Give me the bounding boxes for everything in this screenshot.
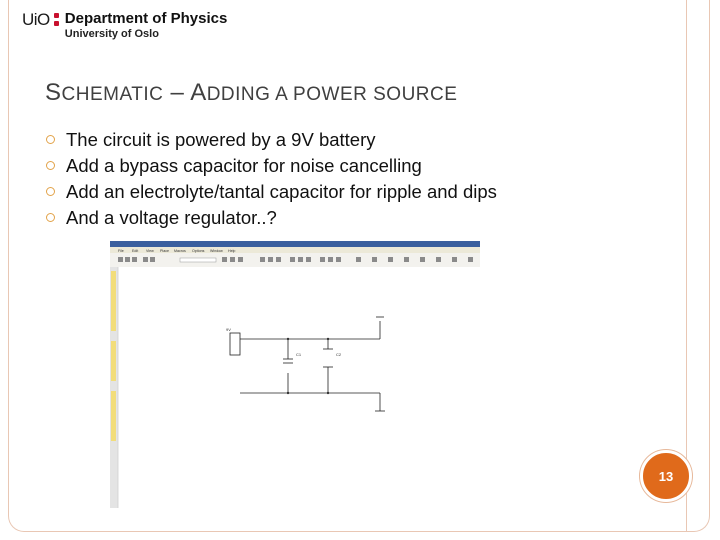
page-number-badge xyxy=(640,450,692,502)
page-number: 13 xyxy=(658,468,674,484)
bullet-item xyxy=(46,127,497,153)
logo-dots-icon xyxy=(54,13,60,26)
title-rest-2: DDING A POWER SOURCE xyxy=(206,84,458,105)
menu-item-view[interactable]: View xyxy=(146,249,154,253)
left-tab-2[interactable] xyxy=(111,341,116,381)
bullet-text: And a voltage regulator..? xyxy=(66,207,277,228)
bullet-text: Add an electrolyte/tantal capacitor for ripple and dips xyxy=(66,181,497,202)
bullet-circle-icon xyxy=(46,161,55,170)
schematic-junctions xyxy=(287,338,329,394)
bullet-item xyxy=(46,205,497,231)
title-cap-2: A xyxy=(190,79,207,106)
bullet-text: The circuit is powered by a 9V battery xyxy=(66,129,376,150)
department-name: Department of Physics xyxy=(64,10,228,27)
battery-symbol xyxy=(230,333,240,355)
schematic-screenshot xyxy=(110,241,480,508)
title-rest-1: CHEMATIC xyxy=(61,84,164,105)
menu-item-options[interactable]: Options xyxy=(192,249,205,253)
bullet-item xyxy=(46,153,497,179)
label-battery: 9V xyxy=(226,327,231,332)
label-c2: C2 xyxy=(336,352,342,357)
left-tab-1[interactable] xyxy=(111,271,116,331)
menu-item-help[interactable]: Help xyxy=(228,249,236,253)
menu-item-file[interactable]: File xyxy=(118,249,124,253)
menu-item-edit[interactable]: Edit xyxy=(132,249,139,253)
schematic-wires xyxy=(230,317,385,411)
editor-titlebar xyxy=(110,241,480,247)
uio-logo xyxy=(22,10,227,44)
university-name: University of Oslo xyxy=(64,28,159,40)
title-dash: – xyxy=(163,79,191,106)
slide-frame-right-band xyxy=(686,0,710,532)
bullet-circle-icon xyxy=(46,135,55,144)
menu-item-macros[interactable]: Macros xyxy=(174,249,186,253)
bullet-circle-icon xyxy=(46,187,55,196)
menu-item-place[interactable]: Place xyxy=(160,249,169,253)
logo-text-block xyxy=(65,10,228,41)
menu-item-window[interactable]: Window xyxy=(210,249,223,253)
label-c1: C1 xyxy=(296,352,302,357)
slide-title xyxy=(45,79,457,107)
schematic-editor-image xyxy=(110,241,480,508)
bullet-list xyxy=(46,127,497,231)
title-cap-1: S xyxy=(45,79,62,106)
bullet-text: Add a bypass capacitor for noise cancelling xyxy=(66,155,422,176)
bullet-item xyxy=(46,179,497,205)
bullet-circle-icon xyxy=(46,213,55,222)
logo-uio-text: UiO xyxy=(22,10,50,29)
left-tab-3[interactable] xyxy=(111,391,116,441)
